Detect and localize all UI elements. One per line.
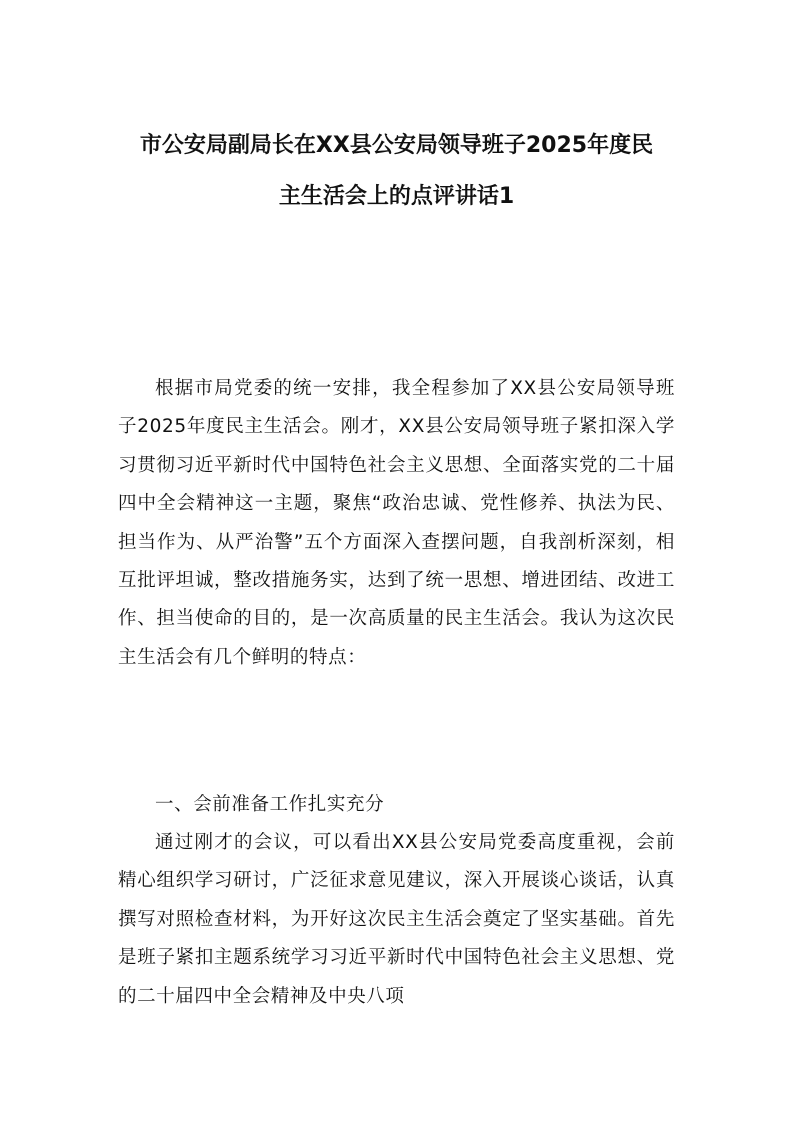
intro-paragraph: 根据市局党委的统一安排，我全程参加了XX县公安局领导班子2025年度民主生活会。刚才，XX县公安局领导班子紧扣深入学习贯彻习近平新时代中国特色社会主义思想、全面落实党的二十届四中全会精神这一主题，聚焦“政治忠诚、党性修养、执法为民、担当作为、从严治警”五个方面深入查摆问题，自我剖析深刻，相互批评坦诚，整改措施务实，达到了统一思想、增进团结、改进工作、担当使命的目的，是一次高质量的民主生活会。我认为这次民主生活会有几个鲜明的特点： [118, 378, 675, 668]
document-title-line-2: 主生活会上的点评讲话1 [278, 184, 515, 209]
section-1-heading: 一、会前准备工作扎实充分 [155, 794, 385, 815]
section-1-paragraph: 通过刚才的会议，可以看出XX县公安局党委高度重视，会前精心组织学习研讨，广泛征求意见建议，深入开展谈心谈话，认真撰写对照检查材料，为开好这次民主生活会奠定了坚实基础。首先是班子紧扣主题系统学习习近平新时代中国特色社会主义思想、党的二十届四中全会精神及中央八项 [118, 832, 675, 1007]
document-title-line-1: 市公安局副局长在XX县公安局领导班子2025年度民 [139, 133, 654, 158]
